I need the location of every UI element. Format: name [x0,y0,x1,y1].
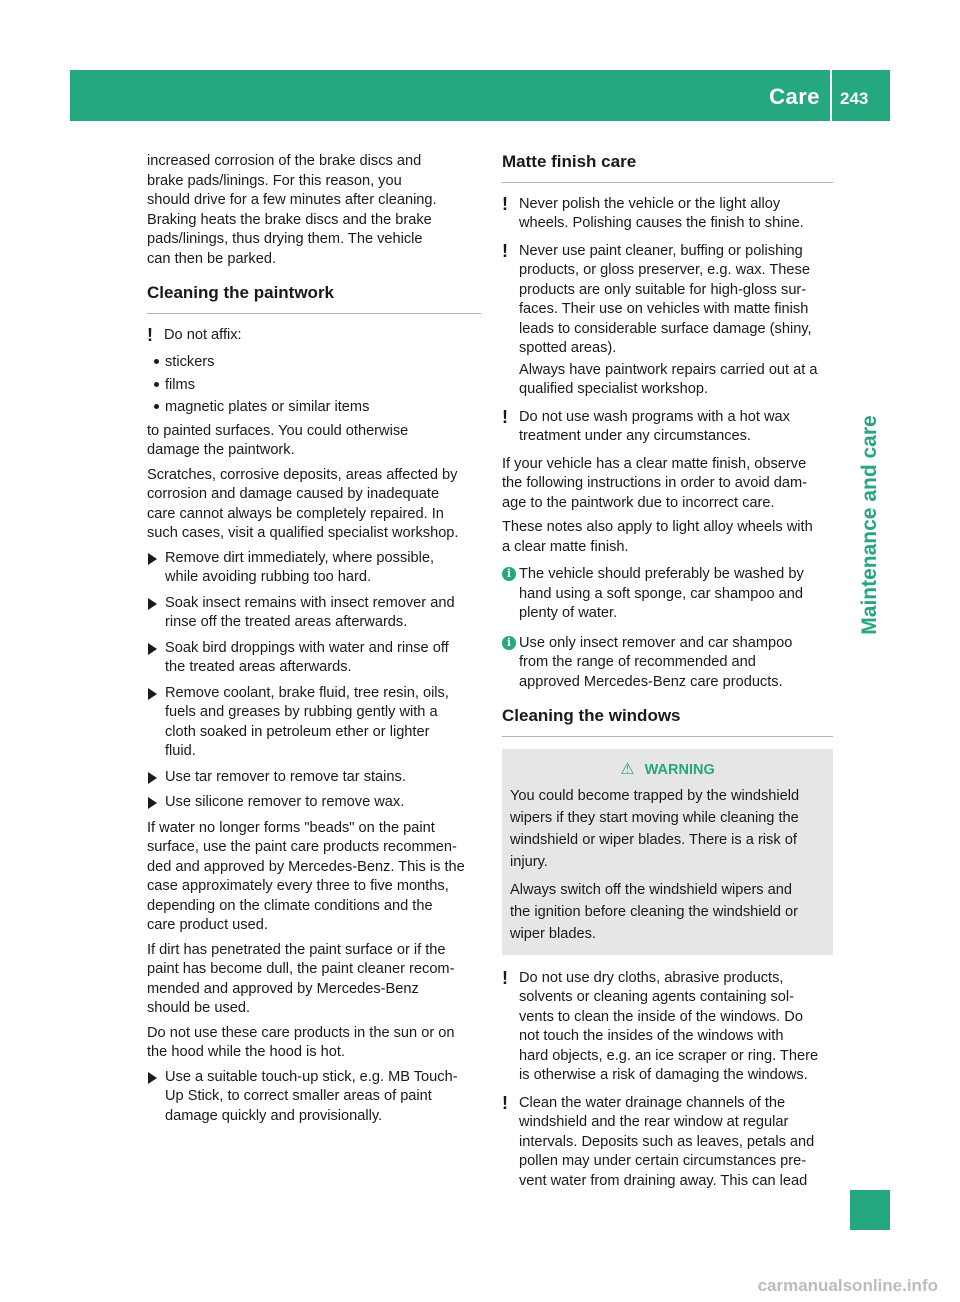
text-line: windshield and the rear window at regular [519,1114,789,1130]
text-line: Do not use wash programs with a hot wax [519,408,790,425]
warning-box [502,749,833,955]
text-line: Use silicone remover to remove wax. [165,794,405,810]
text-line: If your vehicle has a clear matte finish, observe [502,455,807,472]
text-line: not touch the insides of the windows with [519,1028,784,1044]
text-line: Use a suitable touch-up stick, e.g. MB Touch- [165,1068,458,1085]
text-line: These notes also apply to light alloy wheels with [502,519,813,535]
caution-icon: ! [147,324,153,345]
text-line: fluid. [165,743,196,759]
text-line: vents to clean the inside of the windows. Do [519,1008,803,1025]
text-line: Use tar remover to remove tar stains. [165,768,406,785]
text-line: Do not use these care products in the sun or on [147,1024,455,1041]
text-line: Always switch off the windshield wipers and [510,881,793,898]
text-line: products are only suitable for high-gloss sur- [519,281,807,298]
text-line: spotted areas). [519,340,617,356]
text-line: intervals. Deposits such as leaves, petals and [519,1133,815,1150]
text-line: Clean the water drainage channels of the [519,1094,786,1111]
step-arrow-icon [148,553,157,565]
text-line: paint has become dull, the paint cleaner recom- [147,961,455,977]
warning-paragraph [510,785,825,873]
caution-note [502,969,833,1086]
list-item [147,376,481,396]
step-item [147,793,481,813]
bullet-icon [154,382,159,387]
text-line: brake pads/linings. For this reason, you [147,172,402,189]
text-line: Never polish the vehicle or the light alloy [519,195,781,212]
right-column [502,152,833,1199]
text-line: Do not use dry cloths, abrasive products, [519,969,784,986]
step-item [147,594,481,633]
step-item [147,549,481,588]
caution-icon: ! [502,1092,508,1113]
text-line: should drive for a few minutes after cleaning. [147,192,437,208]
caution-icon: ! [502,240,508,261]
intro-paragraph [147,152,481,269]
text-line: to painted surfaces. You could otherwise [147,422,409,439]
step-arrow-icon [148,772,157,784]
text-line: a clear matte finish. [502,538,629,555]
list-item [147,353,481,373]
step-item [147,684,481,762]
sun-paragraph [147,1024,481,1063]
step-arrow-icon [148,643,157,655]
step-list [147,549,481,813]
text-line: damage quickly and provisionally. [165,1107,383,1124]
text-line: mended and approved by Mercedes-Benz [147,980,419,997]
text-line: increased corrosion of the brake discs and [147,153,422,169]
caution-icon: ! [502,406,508,427]
text-line: injury. [510,853,548,870]
text-line: cloth soaked in petroleum ether or lighter [165,723,430,740]
text-line: products, or gloss preserver, e.g. wax. These [519,262,810,278]
text-line: treatment under any circumstances. [519,428,751,444]
text-line: wheels. Polishing causes the finish to shine. [519,215,804,231]
text-line: case approximately every three to five months, [147,878,449,894]
text-line: qualified specialist workshop. [519,381,709,397]
step-item [147,639,481,678]
note-text: Do not affix: [164,326,242,343]
warning-paragraph [510,879,825,945]
text-line: approved Mercedes-Benz care products. [519,673,783,690]
step-list [147,1068,481,1127]
info-note [502,565,833,624]
text-line: rinse off the treated areas afterwards. [165,614,408,630]
text-line: can then be parked. [147,250,277,267]
text-line: pads/linings, thus drying them. The vehicle [147,231,423,247]
text-line: the ignition before cleaning the windshield or [510,903,799,920]
text-line: such cases, visit a qualified specialist workshop. [147,525,459,541]
heading-cleaning-paintwork: Cleaning the paintwork [147,283,481,314]
text-line: while avoiding rubbing too hard. [165,569,372,585]
text-line: ded and approved by Mercedes-Benz. This is the [147,858,465,875]
text-line: Remove coolant, brake fluid, tree resin, oils, [165,684,449,701]
warning-header [510,759,825,781]
text-line: Soak bird droppings with water and rinse off [165,639,449,656]
text-line: wiper blades. [510,925,596,942]
text-line: Scratches, corrosive deposits, areas affected by [147,466,458,483]
text-line: care product used. [147,917,268,933]
info-note [502,634,833,693]
caution-note [502,242,833,400]
header-bar [70,70,890,121]
text-line: You could become trapped by the windshield [510,787,800,804]
list-item [147,398,481,418]
text-line: windshield or wiper blades. There is a risk of [510,831,797,848]
text-line: Remove dirt immediately, where possible, [165,549,435,566]
text-line: Use only insect remover and car shampoo [519,634,793,651]
scratches-paragraph [147,466,481,544]
text-line: Never use paint cleaner, buffing or polishing [519,242,803,259]
text-line: corrosion and damage caused by inadequate [147,486,440,502]
text-line: from the range of recommended and [519,654,756,670]
caution-icon: ! [502,967,508,988]
warning-title: WARNING [644,761,715,778]
text-line: fuels and greases by rubbing gently with a [165,704,438,720]
step-item [147,1068,481,1127]
text-line: surface, use the paint care products recommen- [147,839,457,855]
note-subparagraph [519,361,833,400]
list-item-text: stickers [165,354,215,370]
text-line: depending on the climate conditions and the [147,897,433,914]
info-icon: i [502,567,516,581]
info-icon: i [502,636,516,650]
matte-paragraph [502,518,833,557]
text-line: Braking heats the brake discs and the brake [147,211,432,228]
warning-triangle-icon: ⚠ [620,760,635,778]
text-line: Soak insect remains with insect remover and [165,594,455,611]
caution-icon: ! [502,193,508,214]
step-arrow-icon [148,598,157,610]
text-line: hard objects, e.g. an ice scraper or ring. There [519,1047,819,1064]
caution-note [502,408,833,447]
bullet-list [147,353,481,418]
side-tab-marker [850,1190,890,1230]
text-line: damage the paintwork. [147,442,295,458]
text-line: plenty of water. [519,605,618,621]
step-item [147,768,481,788]
text-line: vent water from draining away. This can lead [519,1172,808,1189]
caution-note [147,326,481,346]
page-number: 243 [840,89,869,108]
beads-paragraph [147,819,481,936]
footer-watermark: carmanualsonline.info [757,1276,938,1295]
step-arrow-icon [148,1072,157,1084]
text-line: the treated areas afterwards. [165,659,352,675]
text-line: wipers if they start moving while cleaning the [510,809,799,826]
text-line: Up Stick, to correct smaller areas of paint [165,1088,432,1104]
note-outro [147,422,481,461]
text-line: pollen may under certain circumstances pre- [519,1153,807,1169]
text-line: If water no longer forms "beads" on the paint [147,819,435,836]
text-line: Always have paintwork repairs carried out at a [519,361,818,378]
left-column [147,152,481,1132]
matte-paragraph [502,455,833,514]
bullet-icon [154,404,159,409]
text-line: leads to considerable surface damage (shiny, [519,320,812,337]
heading-matte-finish: Matte finish care [502,152,833,183]
section-title: Care [769,84,820,109]
text-line: the hood while the hood is hot. [147,1044,345,1060]
side-tab-label: Maintenance and care [858,415,881,635]
caution-note [502,195,833,234]
text-line: faces. Their use on vehicles with matte finish [519,301,809,317]
text-line: If dirt has penetrated the paint surface or if the [147,941,446,958]
text-line: care cannot always be completely repaired. In [147,505,444,522]
caution-note [502,1094,833,1192]
header-divider [830,70,832,121]
list-item-text: films [165,376,195,393]
dirt-paragraph [147,941,481,1019]
text-line: The vehicle should preferably be washed by [519,566,804,582]
bullet-icon [154,359,159,364]
text-line: is otherwise a risk of damaging the windows. [519,1067,808,1083]
text-line: should be used. [147,1000,251,1016]
text-line: age to the paintwork due to incorrect care. [502,494,775,511]
list-item-text: magnetic plates or similar items [165,399,370,415]
text-line: the following instructions in order to avoid dam- [502,475,808,491]
text-line: hand using a soft sponge, car shampoo and [519,585,803,602]
heading-cleaning-windows: Cleaning the windows [502,706,833,737]
text-line: solvents or cleaning agents containing sol- [519,989,795,1005]
step-arrow-icon [148,688,157,700]
step-arrow-icon [148,797,157,809]
